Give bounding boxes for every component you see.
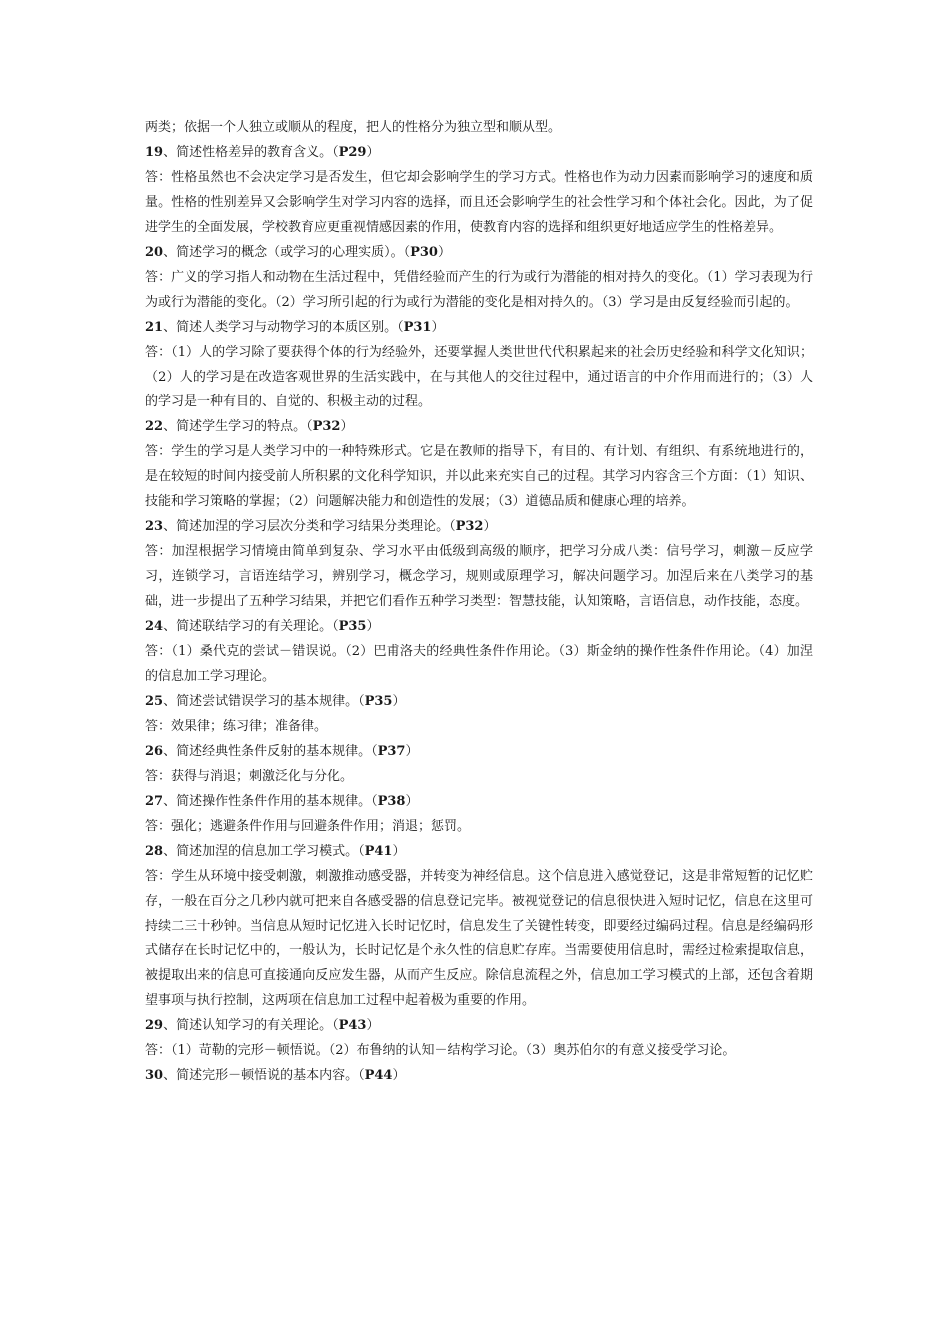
question-heading (145, 1014, 813, 1039)
page-reference: P32 (455, 519, 484, 535)
question-heading (145, 740, 813, 765)
answer-text: 答：性格虽然也不会决定学习是否发生，但它却会影响学生的学习方式。性格也作为动力因素而影响学习的速度和质量。性格的性别差异又会影响学生对学习内容的选择，而且还会影响学生的社会性学习和个体社会化。因此，为了促进学生的全面发展，学校教育应更重视情感因素的作用，使教育内容的选择和组织更好地适应学生的性格差异。 (145, 169, 813, 235)
question-text: 、简述加涅的学习层次分类和学习结果分类理论。（ (163, 519, 456, 535)
page-reference: P43 (338, 1018, 367, 1034)
question-close: ） (405, 793, 419, 809)
question-list (145, 141, 813, 1089)
question-text: 、简述学习的概念（或学习的心理实质）。（ (163, 244, 411, 260)
answer-text: 答：效果律；练习律；准备律。 (145, 718, 328, 734)
intro-text: 两类；依据一个人独立或顺从的程度，把人的性格分为独立型和顺从型。 (145, 120, 562, 135)
question-heading (145, 241, 813, 266)
question-text: 、简述联结学习的有关理论。（ (163, 619, 339, 635)
question-number: 20 (145, 244, 164, 260)
question-text: 、简述人类学习与动物学习的本质区别。（ (163, 319, 404, 335)
question-heading (145, 515, 813, 540)
question-close: ） (366, 144, 380, 160)
question-text: 、简述完形－顿悟说的基本内容。（ (163, 1068, 365, 1084)
question-text: 、简述认知学习的有关理论。（ (163, 1018, 339, 1034)
answer-text: 答：（1）苛勒的完形－顿悟说。（2）布鲁纳的认知－结构学习论。（3）奥苏伯尔的有意义接受学习论。 (145, 1043, 736, 1059)
question-close: ） (392, 693, 406, 709)
answer-text: 答：（1）人的学习除了要获得个体的行为经验外，还要掌握人类世世代代积累起来的社会历史经验和科学文化知识；（2）人的学习是在改造客观世界的生活实践中，在与其他人的交往过程中，通过语言的中介作用而进行的；（3）人的学习是一种有目的、自觉的、积极主动的过程。 (145, 344, 813, 410)
question-heading (145, 840, 813, 865)
page-reference: P31 (403, 319, 432, 335)
question-number: 22 (145, 419, 164, 435)
page-reference: P37 (377, 743, 406, 759)
question-close: ） (483, 519, 497, 535)
question-number: 19 (145, 144, 164, 160)
question-heading (145, 316, 813, 341)
question-close: ） (340, 419, 354, 435)
question-text: 、简述加涅的信息加工学习模式。（ (163, 843, 365, 859)
question-text: 、简述尝试错误学习的基本规律。（ (163, 693, 365, 709)
answer-text: 答：广义的学习指人和动物在生活过程中，凭借经验而产生的行为或行为潜能的相对持久的变化。（1）学习表现为行为或行为潜能的变化。（2）学习所引起的行为或行为潜能的变化是相对持久的。（3）学习是由反复经验而引起的。 (145, 269, 813, 310)
question-text: 、简述操作性条件作用的基本规律。（ (163, 793, 378, 809)
answer-text: 答：加涅根据学习情境由简单到复杂、学习水平由低级到高级的顺序，把学习分成八类：信号学习，刺激－反应学习，连锁学习，言语连结学习，辨别学习，概念学习，规则或原理学习，解决问题学习。加涅后来在八类学习的基础，进一步提出了五种学习结果，并把它们看作五种学习类型：智慧技能，认知策略，言语信息，动作技能，态度。 (145, 544, 813, 610)
question-number: 27 (145, 793, 164, 809)
page-reference: P29 (338, 144, 367, 160)
page-reference: P32 (312, 419, 341, 435)
page-reference: P44 (364, 1068, 393, 1084)
answer-text: 答：强化；逃避条件作用与回避条件作用；消退；惩罚。 (145, 818, 471, 834)
question-text: 、简述经典性条件反射的基本规律。（ (163, 743, 378, 759)
question-heading (145, 790, 813, 815)
question-close: ） (431, 319, 445, 335)
answer-text: 答：获得与消退；刺激泛化与分化。 (145, 768, 354, 784)
question-heading (145, 1064, 813, 1089)
question-number: 23 (145, 519, 164, 535)
question-number: 25 (145, 693, 164, 709)
question-heading (145, 690, 813, 715)
page-reference: P35 (364, 693, 393, 709)
page-reference: P38 (377, 793, 406, 809)
question-heading (145, 415, 813, 440)
question-heading (145, 141, 813, 166)
question-close: ） (437, 244, 451, 260)
question-number: 21 (145, 319, 164, 335)
question-number: 24 (145, 619, 164, 635)
question-close: ） (405, 743, 419, 759)
page-reference: P41 (364, 843, 393, 859)
question-heading (145, 615, 813, 640)
question-text: 、简述性格差异的教育含义。（ (163, 144, 339, 160)
question-text: 、简述学生学习的特点。（ (163, 419, 313, 435)
question-number: 29 (145, 1018, 164, 1034)
question-close: ） (366, 619, 380, 635)
page-reference: P30 (410, 244, 438, 260)
question-number: 26 (145, 743, 164, 759)
question-close: ） (392, 843, 406, 859)
document-page (145, 116, 813, 1089)
answer-text: 答：学生的学习是人类学习中的一种特殊形式。它是在教师的指导下，有目的、有计划、有组织、有系统地进行的，是在较短的时间内接受前人所积累的文化科学知识，并以此来充实自己的过程。其学习内容含三个方面：（1）知识、技能和学习策略的掌握；（2）问题解决能力和创造性的发展；（3）道德品质和健康心理的培养。 (145, 444, 813, 510)
question-number: 30 (145, 1068, 164, 1084)
answer-text: 答：学生从环境中接受刺激，刺激推动感受器，并转变为神经信息。这个信息进入感觉登记，这是非常短暂的记忆贮存，一般在百分之几秒内就可把来自各感受器的信息登记完毕。被视觉登记的信息很快进入短时记忆，信息在这里可持续二三十秒钟。当信息从短时记忆进入长时记忆时，信息发生了关键性转变，即要经过编码过程。信息是经编码形式储存在长时记忆中的，一般认为，长时记忆是个永久性的信息贮存库。当需要使用信息时，需经过检索提取信息，被提取出来的信息可直接通向反应发生器，从而产生反应。除信息流程之外，信息加工学习模式的上部，还包含着期望事项与执行控制，这两项在信息加工过程中起着极为重要的作用。 (145, 868, 813, 1009)
question-number: 28 (145, 843, 164, 859)
question-close: ） (366, 1018, 380, 1034)
answer-text: 答：（1）桑代克的尝试－错误说。（2）巴甫洛夫的经典性条件作用论。（3）斯金纳的操作性条件作用论。（4）加涅的信息加工学习理论。 (145, 644, 813, 684)
page-reference: P35 (338, 619, 367, 635)
question-close: ） (392, 1068, 406, 1084)
